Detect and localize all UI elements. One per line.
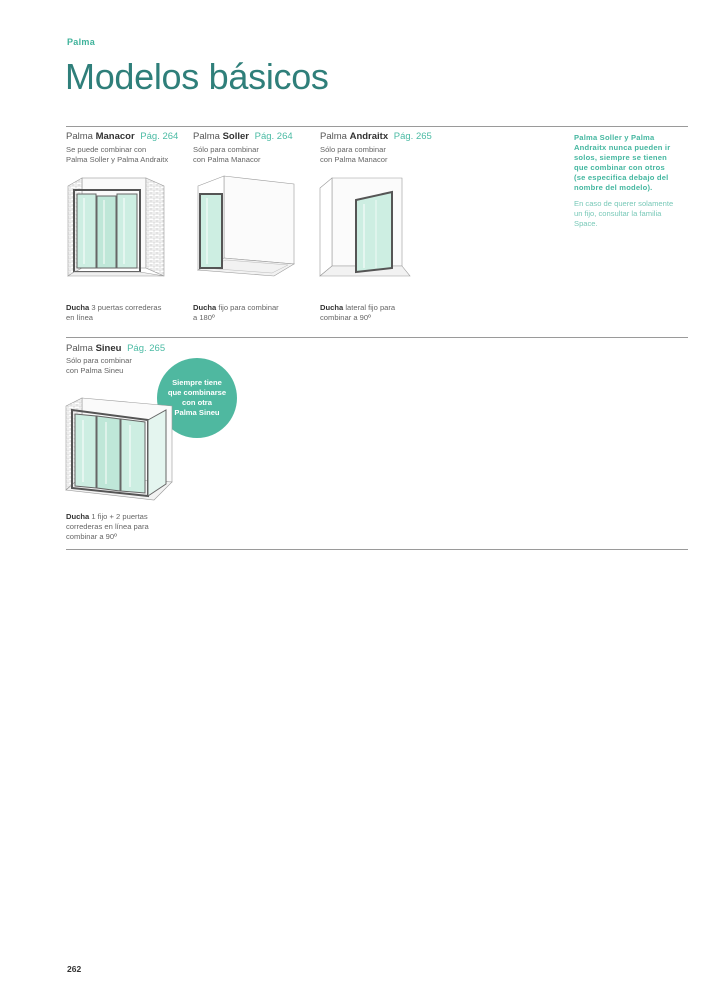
model-heading-manacor	[66, 131, 178, 142]
model-name: Andraitx	[349, 131, 389, 142]
sineu-enclosure-illustration	[62, 392, 182, 504]
page-number: 262	[67, 964, 82, 974]
model-heading-sineu	[66, 343, 165, 354]
model-prefix: Palma	[320, 131, 347, 142]
divider-top	[66, 126, 688, 127]
model-caption-sineu: Ducha 1 fijo + 2 puertas correderas en línea para combinar a 90º	[66, 512, 149, 541]
model-heading-soller	[193, 131, 293, 142]
page-reference-link[interactable]: Pág. 264	[140, 131, 179, 142]
page-reference-link[interactable]: Pág. 264	[254, 131, 293, 142]
model-heading-andraitx	[320, 131, 432, 142]
soller-enclosure-illustration	[190, 172, 305, 282]
model-note-andraitx: Sólo para combinar con Palma Manacor	[320, 145, 388, 164]
page-title: Modelos básicos	[65, 56, 329, 97]
divider-bottom	[66, 549, 688, 550]
model-name: Manacor	[95, 131, 135, 142]
sidebar-info-note: En caso de querer solamente un fijo, consultar la familia Space.	[574, 199, 674, 228]
model-prefix: Palma	[66, 131, 93, 142]
page-reference-link[interactable]: Pág. 265	[393, 131, 432, 142]
model-name: Soller	[222, 131, 249, 142]
manacor-enclosure-illustration	[64, 172, 184, 284]
model-prefix: Palma	[193, 131, 220, 142]
combination-badge: Siempre tiene que combinarse con otra Palma Sineu	[157, 358, 237, 438]
model-caption-manacor: Ducha 3 puertas correderas en línea	[66, 303, 162, 322]
section-label: Palma	[67, 37, 96, 47]
model-name: Sineu	[95, 343, 122, 354]
sidebar-warning-note: Palma Soller y Palma Andraitx nunca pueden ir solos, siempre se tienen que combinar con otros (se especifica debajo del nombre del modelo).	[574, 133, 671, 192]
page-reference-link[interactable]: Pág. 265	[127, 343, 166, 354]
model-prefix: Palma	[66, 343, 93, 354]
model-note-soller: Sólo para combinar con Palma Manacor	[193, 145, 261, 164]
model-note-sineu: Sólo para combinar con Palma Sineu	[66, 356, 132, 375]
model-caption-soller: Ducha fijo para combinar a 180º	[193, 303, 279, 322]
model-note-manacor: Se puede combinar con Palma Soller y Palma Andraitx	[66, 145, 169, 164]
model-caption-andraitx: Ducha lateral fijo para combinar a 90º	[320, 303, 396, 322]
divider-middle	[66, 337, 688, 338]
andraitx-enclosure-illustration	[316, 172, 426, 282]
